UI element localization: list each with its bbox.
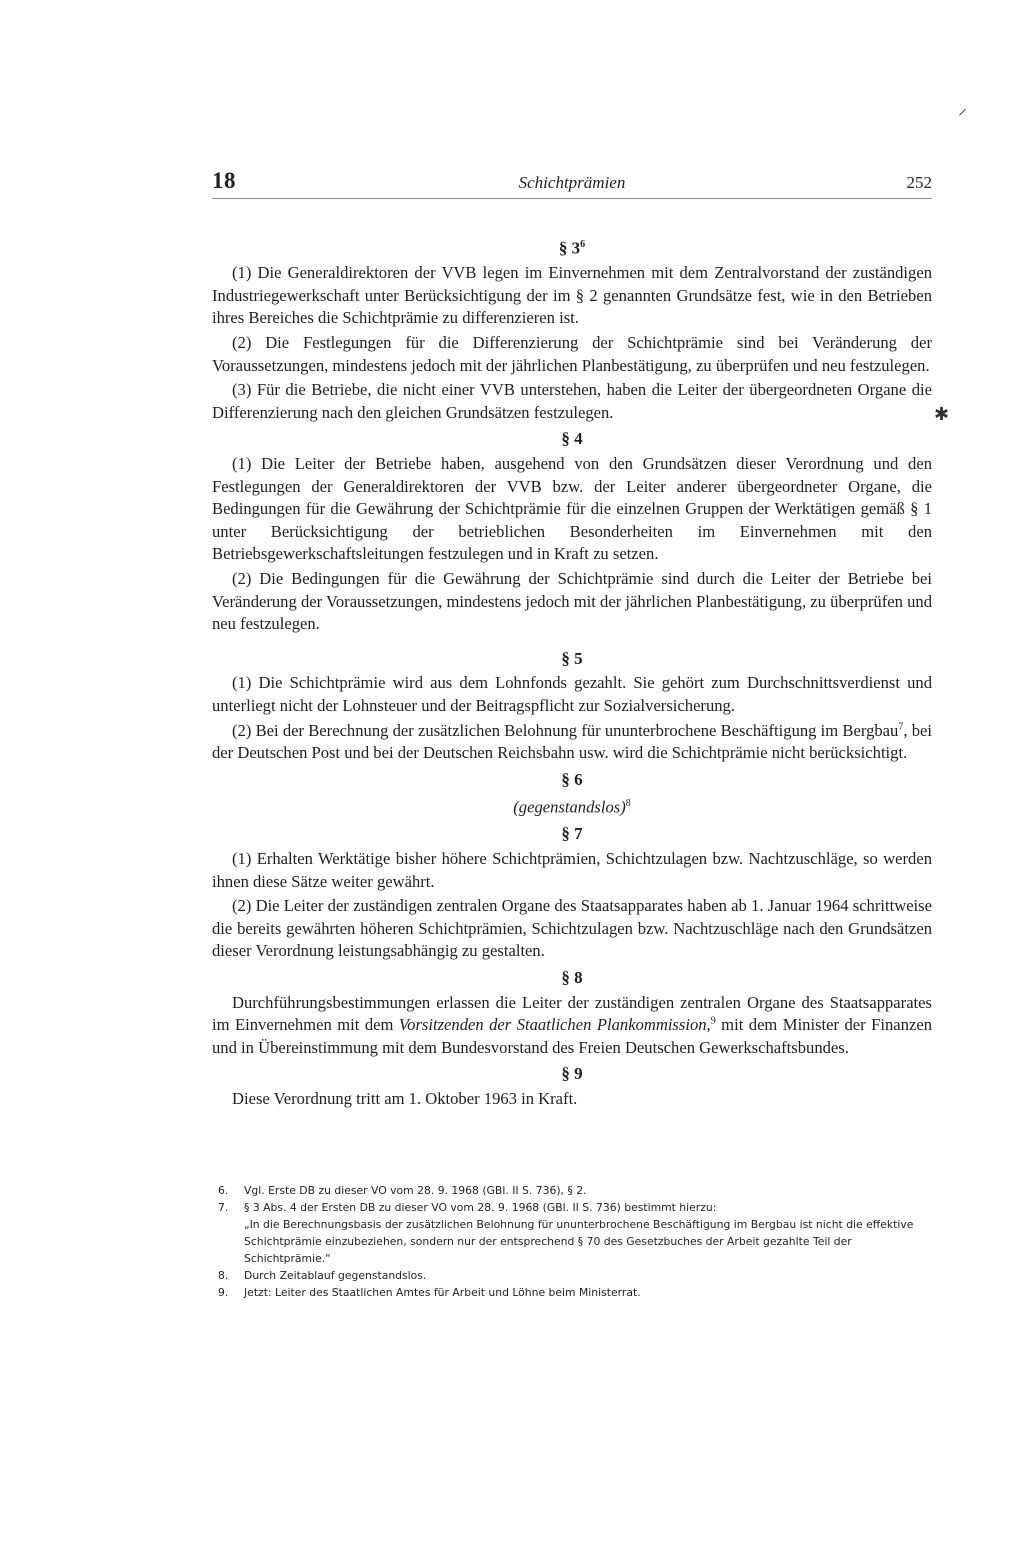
section-heading-8: § 8 [561,968,583,987]
section-subtitle [212,793,932,819]
section-number: § 3 [558,238,581,258]
section-heading-6: § 6 [561,769,583,789]
section-heading-4: § 4 [561,429,583,449]
page-number: 252 [906,173,932,192]
paragraph: (2) Die Festlegungen für die Differenzierung der Schichtprämie sind bei Veränderung der Voraussetzungen, mindestens jedoch mit der jährlichen Planbestätigung, zu überprüfen und neu festzulegen. [212,333,932,375]
paragraph: (3) Für die Betriebe, die nicht einer VVB unterstehen, haben die Leiter der übergeordneten Organe die Differenzierung nach den gleichen Grundsätzen festzulegen. [212,380,932,422]
footnotes [218,1182,934,1301]
footnote [218,1284,934,1301]
document-body [212,230,932,1113]
paragraph: (1) Die Generaldirektoren der VVB legen im Einvernehmen mit dem Zentralvorstand der zuständigen Industriegewerkschaft unter Berücksichtigung der im § 2 genannten Grundsätze fest, wie in den Betrieben ihres Bereiches die Schichtprämie zu differenzieren ist. [212,263,932,328]
page-header [212,168,932,199]
italic-text: Vorsitzenden der Staatlichen Plankommission, [398,1015,711,1035]
footnote-ref: 9 [710,1015,716,1027]
footnote-number: 7. [218,1201,229,1214]
paragraph: (2) Die Leiter der zuständigen zentralen Organe des Staatsapparates haben ab 1. Januar 1964 schrittweise die bereits gewährten höheren Schichtprämien, Schichtzulagen bzw. Nachtzuschläge nach den Grundsätzen dieser Verordnung leistungsabhängig zu gestalten. [212,896,932,961]
footnote-quote: „In die Berechnungsbasis der zusätzlichen Belohnung für ununterbrochene Beschäftigung im Bergbau ist nicht die effektive Schichtprämie einzubeziehen, sondern nur der entsprechend § 70 des Gesetzbuches der Arbeit gezahlte Teil der Schichtprämie.“ [244,1218,914,1265]
footnote-number: 9. [218,1286,229,1299]
footnote-text: Jetzt: Leiter des Staatlichen Amtes für Arbeit und Löhne beim Ministerrat. [244,1286,641,1299]
paragraph: (2) Die Bedingungen für die Gewährung der Schichtprämie sind durch die Leiter der Betriebe bei Veränderung der Voraussetzungen, mindestens jedoch mit der jährlichen Planbestätigung, zu überprüfen und neu festzulegen. [212,568,932,634]
scan-speck: ✱ [934,404,950,424]
paragraph-text: (2) Bei der Berechnung der zusätzlichen Belohnung für ununterbrochene Beschäftigung im Bergbau [232,720,899,740]
footnote-text: § 3 Abs. 4 der Ersten DB zu dieser VO vom 28. 9. 1968 (GBl. II S. 736) bestimmt hierzu: [244,1201,717,1214]
footnote-number: 8. [218,1269,229,1282]
paragraph-text: Durchführungsbestimmungen erlassen die Leiter der zuständigen zentralen Organe des Staatsapparates im Einvernehmen mit dem [212,992,932,1035]
scan-speck: ⸝ [958,98,967,118]
footnote-ref: 6 [580,239,586,250]
paragraph: (1) Erhalten Werktätige bisher höhere Schichtprämien, Schichtzulagen bzw. Nachtzuschläge, so werden ihnen diese Sätze weiter gewährt. [212,849,932,891]
footnote [218,1182,934,1199]
footnote-text: Vgl. Erste DB zu dieser VO vom 28. 9. 1968 (GBl. II S. 736), § 2. [244,1184,587,1197]
paragraph: (1) Die Schichtprämie wird aus dem Lohnfonds gezahlt. Sie gehört zum Durchschnittsverdienst und unterliegt nicht der Lohnsteuer und der Beitragspflicht zur Sozialversicherung. [212,673,932,715]
section-heading-7: § 7 [561,824,583,844]
paragraph: Diese Verordnung tritt am 1. Oktober 1963 in Kraft. [232,1088,578,1108]
footnote-ref: 8 [625,798,631,810]
running-title: Schichtprämien [518,173,626,192]
paragraph [212,992,932,1060]
paragraph: (1) Die Leiter der Betriebe haben, ausgehend von den Grundsätzen dieser Verordnung und den Festlegungen der Generaldirektoren der VVB bzw. der Leiter anderer übergeordneter Organe, die Bedingungen für die Gewährung der Schichtprämie für die einzelnen Gruppen der Werktätigen gemäß § 1 unter Berücksichtigung der betrieblichen Besonderheiten im Einvernehmen mit den Betriebsgewerkschaftsleitungen festzulegen und in Kraft zu setzen. [212,454,932,564]
section-heading-5: § 5 [561,648,583,668]
footnote [218,1267,934,1284]
chapter-number: 18 [212,168,236,193]
footnote-body [244,1199,934,1267]
footnote-ref: 7 [898,721,904,732]
section-heading-9: § 9 [561,1064,583,1084]
footnote-number: 6. [218,1184,229,1197]
paragraph-text: , bei der Deutschen Post und bei der Deutschen Reichsbahn usw. wird die Schichtprämie nicht berücksichtigt. [212,720,932,763]
footnote-text: Durch Zeitablauf gegenstandslos. [244,1269,427,1282]
paragraph [212,720,932,765]
subtitle-text: (gegenstandslos) [513,797,626,817]
footnote [218,1199,934,1267]
paragraph-text: mit dem Minister der Finanzen und in Übereinstimmung mit dem Bundesvorstand des Freien Deutschen Gewerkschaftsbundes. [212,1015,932,1057]
section-heading-3 [212,234,932,260]
